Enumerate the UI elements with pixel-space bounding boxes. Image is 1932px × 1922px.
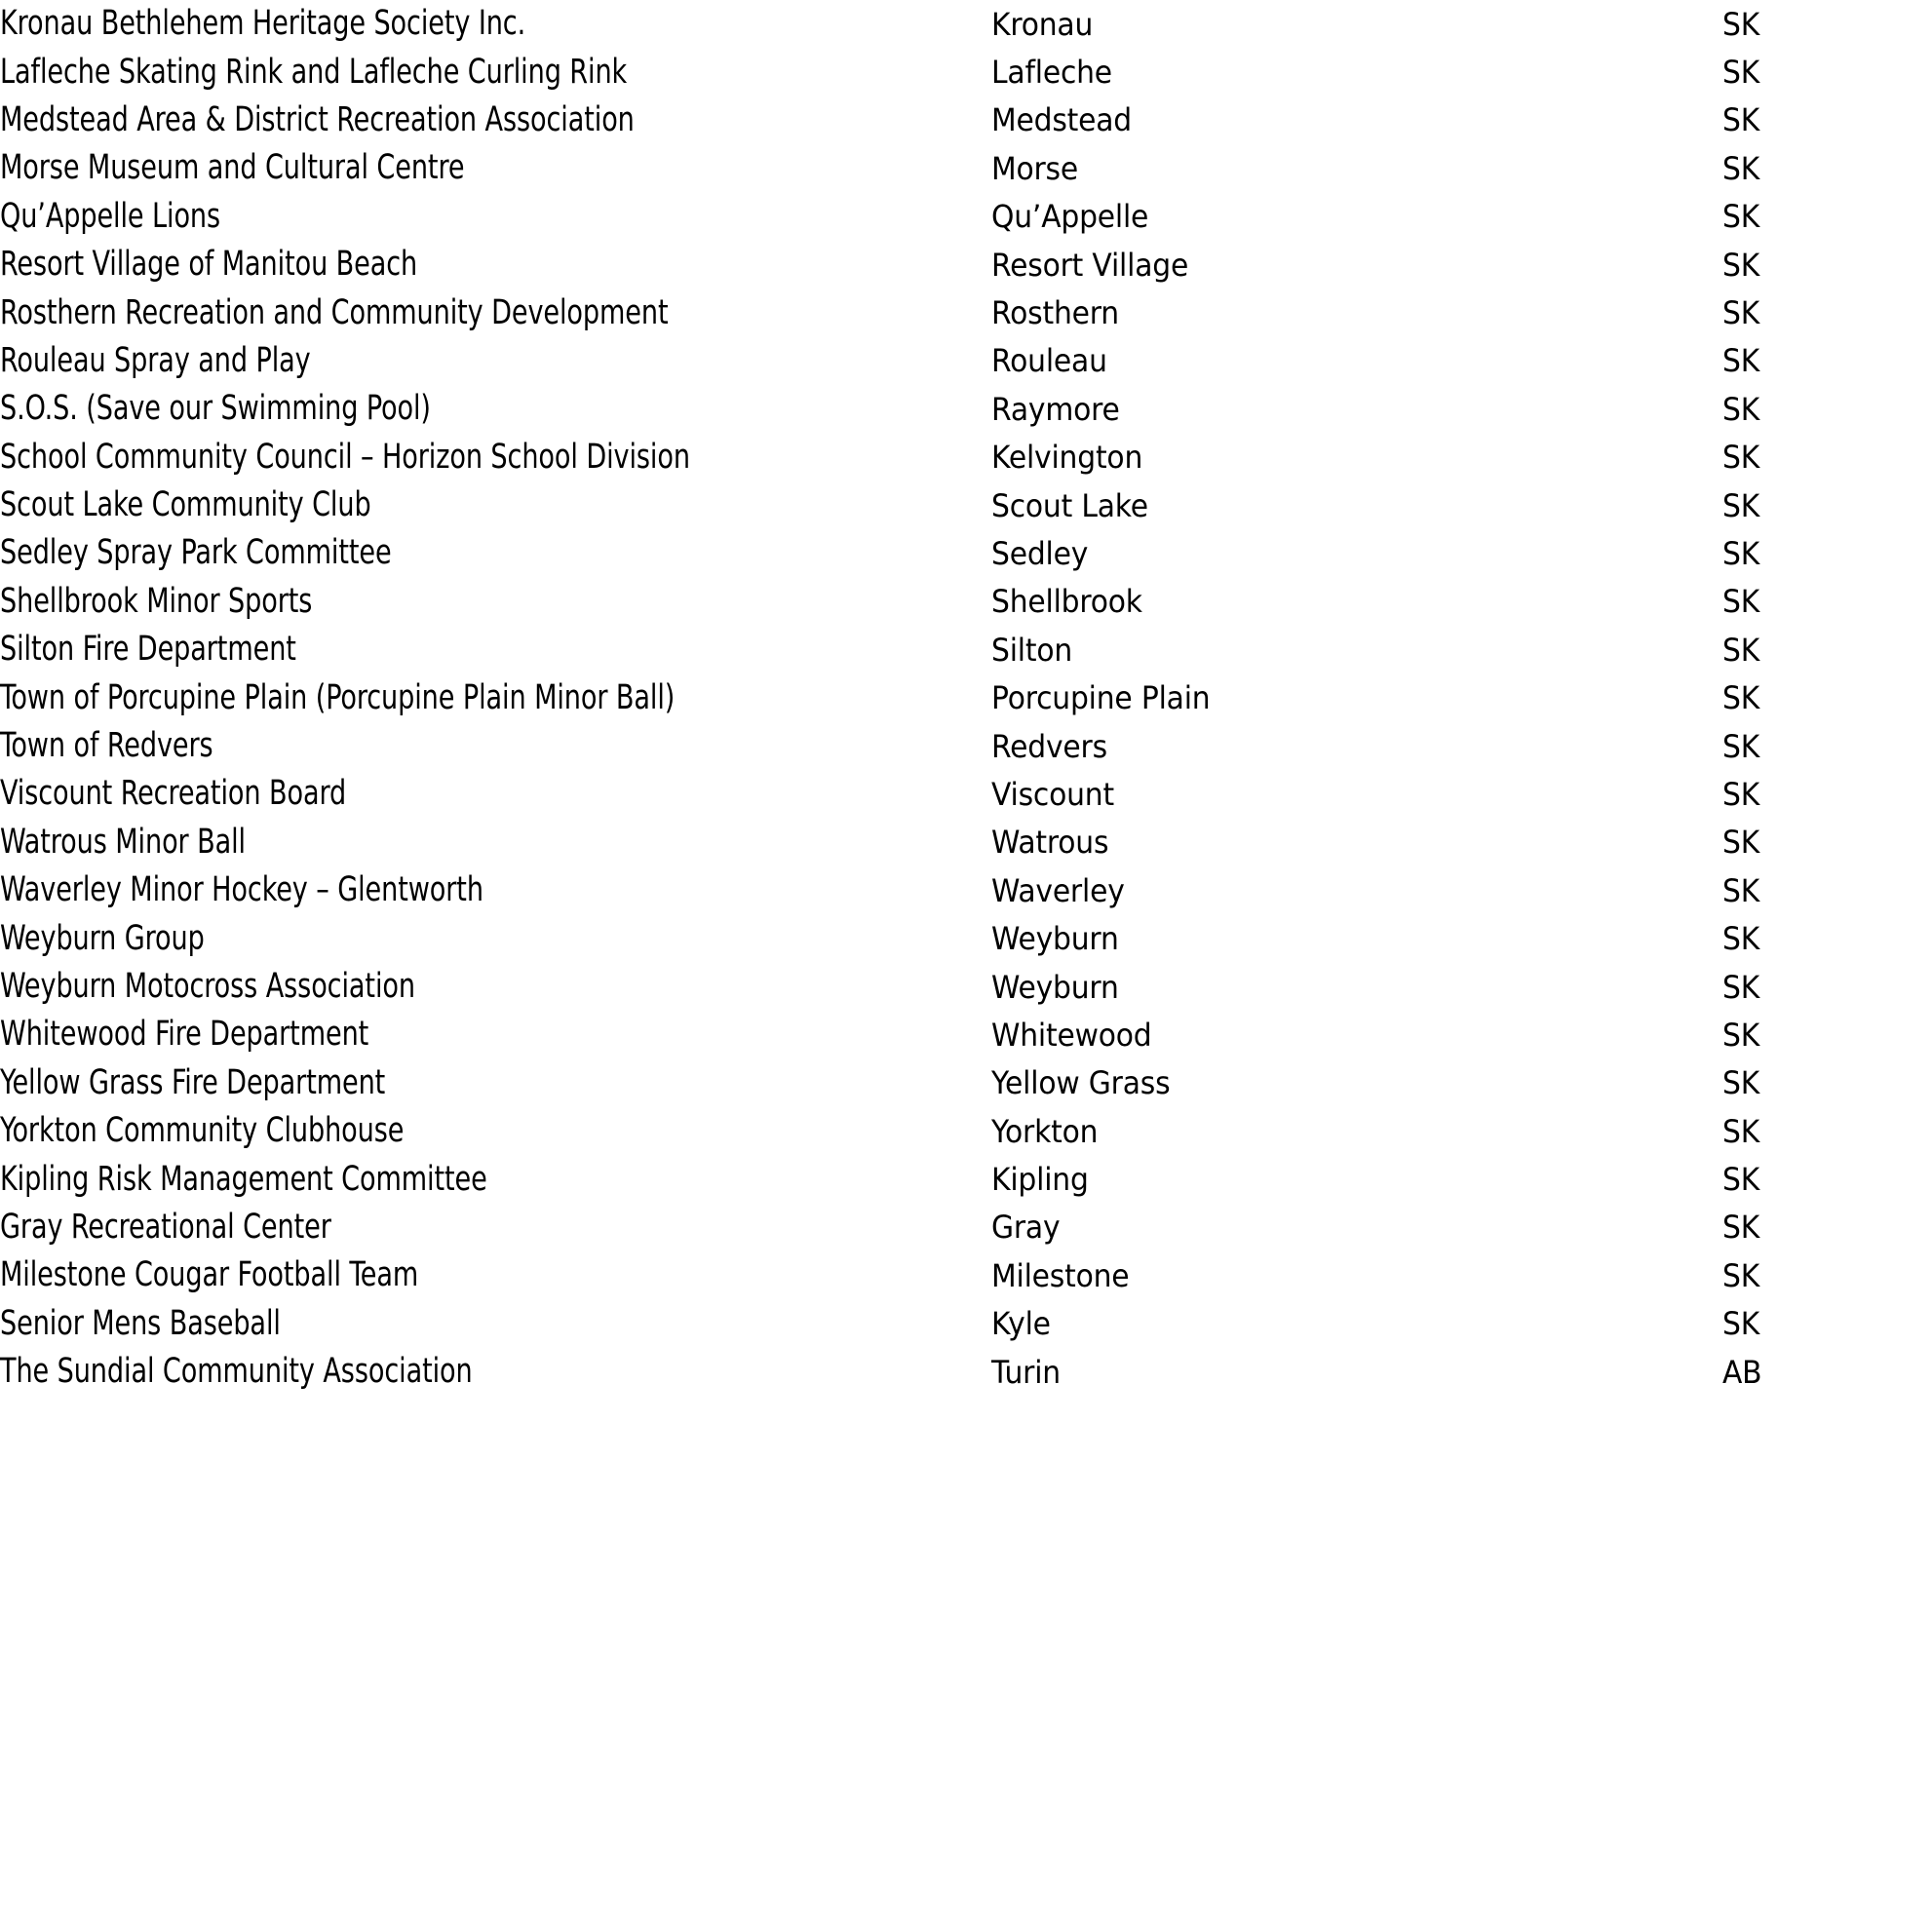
cell-organization-name [0,529,991,577]
province-text: SK [1722,1305,1760,1343]
province-text: SK [1722,1209,1760,1247]
cell-province [1722,434,1932,481]
organization-name-text: Shellbrook Minor Sports [0,581,313,621]
city-text: Rouleau [991,342,1107,380]
cell-city [991,1011,1722,1058]
cell-organization-name [0,1011,991,1058]
province-text: SK [1722,1161,1760,1199]
cell-city [991,963,1722,1011]
table-row [0,48,1932,96]
province-text: SK [1722,342,1760,380]
organization-name-text: Morse Museum and Cultural Centre [0,148,465,188]
city-text: Raymore [991,390,1120,428]
cell-city [991,722,1722,770]
city-text: Whitewood [991,1016,1152,1054]
city-text: Milestone [991,1256,1130,1294]
cell-organization-name [0,434,991,481]
cell-province [1722,1348,1932,1396]
organization-name-text: Medstead Area & District Recreation Association [0,99,635,139]
province-text: SK [1722,198,1760,236]
city-text: Kronau [991,5,1094,43]
cell-organization-name [0,1204,991,1251]
cell-province [1722,385,1932,433]
organization-name-text: Kipling Risk Management Committee [0,1159,487,1199]
cell-province [1722,48,1932,96]
cell-province [1722,337,1932,385]
province-text: AB [1722,1353,1762,1391]
province-text: SK [1722,486,1760,524]
cell-organization-name [0,578,991,626]
table-row [0,770,1932,818]
table-row [0,914,1932,962]
cell-city [991,914,1722,962]
city-text: Kelvington [991,439,1143,477]
table-row [0,1155,1932,1203]
organization-name-text: Gray Recreational Center [0,1207,331,1247]
province-text: SK [1722,101,1760,139]
cell-province [1722,193,1932,241]
organization-name-text: S.O.S. (Save our Swimming Pool) [0,389,431,429]
city-text: Silton [991,631,1073,669]
cell-city [991,1204,1722,1251]
organization-name-text: Kronau Bethlehem Heritage Society Inc. [0,4,526,44]
organization-name-text: School Community Council – Horizon School Division [0,437,690,477]
city-text: Kyle [991,1305,1051,1343]
table-row [0,819,1932,866]
cell-province [1722,529,1932,577]
cell-city [991,529,1722,577]
city-text: Resort Village [991,246,1189,284]
table-row [0,1059,1932,1107]
cell-city [991,1348,1722,1396]
city-text: Weyburn [991,968,1119,1006]
cell-province [1722,626,1932,673]
organization-name-text: The Sundial Community Association [0,1352,473,1392]
cell-city [991,288,1722,336]
cell-province [1722,722,1932,770]
cell-province [1722,0,1932,48]
organization-name-text: Waverley Minor Hockey – Glentworth [0,870,483,910]
cell-province [1722,866,1932,914]
province-text: SK [1722,679,1760,717]
province-text: SK [1722,1256,1760,1294]
cell-organization-name [0,96,991,144]
cell-organization-name [0,1155,991,1203]
table-row [0,722,1932,770]
province-text: SK [1722,149,1760,187]
province-text: SK [1722,968,1760,1006]
cell-city [991,434,1722,481]
province-text: SK [1722,54,1760,92]
table-row [0,626,1932,673]
cell-city [991,866,1722,914]
province-text: SK [1722,294,1760,332]
table-row [0,673,1932,721]
cell-province [1722,1204,1932,1251]
cell-organization-name [0,144,991,192]
cell-organization-name [0,963,991,1011]
cell-province [1722,1251,1932,1299]
organization-name-text: Senior Mens Baseball [0,1303,281,1343]
organization-name-text: Viscount Recreation Board [0,774,347,814]
city-text: Scout Lake [991,486,1148,524]
cell-organization-name [0,481,991,529]
city-text: Kipling [991,1161,1089,1199]
province-text: SK [1722,1064,1760,1102]
city-text: Shellbrook [991,583,1142,621]
cell-organization-name [0,241,991,288]
city-text: Lafleche [991,54,1112,92]
city-text: Redvers [991,727,1107,765]
table-row [0,337,1932,385]
organization-name-text: Resort Village of Manitou Beach [0,245,418,285]
organization-name-text: Rosthern Recreation and Community Development [0,292,669,332]
cell-city [991,1300,1722,1348]
cell-organization-name [0,1300,991,1348]
organization-name-text: Weyburn Motocross Association [0,967,415,1006]
organization-name-text: Whitewood Fire Department [0,1015,369,1055]
city-text: Morse [991,149,1079,187]
organization-name-text: Scout Lake Community Club [0,485,371,525]
cell-organization-name [0,1348,991,1396]
table-row [0,578,1932,626]
table-row [0,434,1932,481]
province-text: SK [1722,439,1760,477]
cell-province [1722,1011,1932,1058]
cell-organization-name [0,819,991,866]
cell-province [1722,288,1932,336]
city-text: Turin [991,1353,1061,1391]
organization-name-text: Silton Fire Department [0,630,296,670]
cell-organization-name [0,288,991,336]
table-row [0,96,1932,144]
city-text: Yellow Grass [991,1064,1171,1102]
cell-province [1722,144,1932,192]
table-row [0,1204,1932,1251]
organization-name-text: Weyburn Group [0,918,205,958]
province-text: SK [1722,775,1760,813]
table-row [0,288,1932,336]
organization-name-text: Town of Porcupine Plain (Porcupine Plain Minor Ball) [0,677,676,717]
province-text: SK [1722,583,1760,621]
organization-name-text: Sedley Spray Park Committee [0,533,392,573]
cell-city [991,385,1722,433]
organization-name-text: Watrous Minor Ball [0,822,246,862]
table-row [0,1011,1932,1058]
province-text: SK [1722,246,1760,284]
cell-organization-name [0,0,991,48]
cell-province [1722,770,1932,818]
cell-organization-name [0,1059,991,1107]
cell-organization-name [0,866,991,914]
cell-province [1722,963,1932,1011]
cell-organization-name [0,1107,991,1155]
cell-city [991,673,1722,721]
province-text: SK [1722,824,1760,862]
cell-city [991,626,1722,673]
cell-province [1722,819,1932,866]
province-text: SK [1722,5,1760,43]
province-text: SK [1722,1016,1760,1054]
city-text: Porcupine Plain [991,679,1211,717]
cell-city [991,241,1722,288]
cell-province [1722,1155,1932,1203]
cell-city [991,770,1722,818]
table-row [0,1348,1932,1396]
organization-name-text: Rouleau Spray and Play [0,340,311,380]
cell-city [991,1155,1722,1203]
cell-organization-name [0,770,991,818]
cell-organization-name [0,193,991,241]
table-row [0,1107,1932,1155]
organization-name-text: Yellow Grass Fire Department [0,1062,386,1102]
table-row [0,963,1932,1011]
city-text: Yorkton [991,1112,1099,1150]
province-text: SK [1722,390,1760,428]
cell-province [1722,96,1932,144]
cell-city [991,337,1722,385]
cell-organization-name [0,626,991,673]
province-text: SK [1722,1112,1760,1150]
cell-city [991,144,1722,192]
table-row [0,866,1932,914]
cell-city [991,1059,1722,1107]
cell-province [1722,241,1932,288]
city-text: Medstead [991,101,1133,139]
cell-city [991,481,1722,529]
cell-city [991,819,1722,866]
table-row [0,241,1932,288]
cell-province [1722,578,1932,626]
cell-organization-name [0,914,991,962]
organization-name-text: Lafleche Skating Rink and Lafleche Curling Rink [0,52,628,92]
table-row [0,1300,1932,1348]
organization-name-text: Yorkton Community Clubhouse [0,1111,405,1151]
cell-city [991,1107,1722,1155]
cell-organization-name [0,48,991,96]
cell-city [991,48,1722,96]
province-text: SK [1722,871,1760,909]
table-row [0,193,1932,241]
organization-name-text: Town of Redvers [0,726,213,766]
cell-province [1722,1107,1932,1155]
table-row [0,481,1932,529]
cell-organization-name [0,722,991,770]
cell-city [991,0,1722,48]
city-text: Qu’Appelle [991,198,1149,236]
table-row [0,1251,1932,1299]
cell-city [991,1251,1722,1299]
organization-name-text: Milestone Cougar Football Team [0,1255,419,1295]
city-text: Watrous [991,824,1109,862]
cell-organization-name [0,673,991,721]
city-text: Gray [991,1209,1061,1247]
city-text: Sedley [991,534,1089,572]
cell-province [1722,914,1932,962]
table-row [0,144,1932,192]
cell-province [1722,1300,1932,1348]
province-text: SK [1722,727,1760,765]
table-row [0,529,1932,577]
organization-name-text: Qu’Appelle Lions [0,196,221,236]
city-text: Rosthern [991,294,1119,332]
cell-organization-name [0,385,991,433]
cell-province [1722,481,1932,529]
cell-province [1722,673,1932,721]
cell-city [991,193,1722,241]
table-row [0,0,1932,48]
table-row [0,385,1932,433]
province-text: SK [1722,631,1760,669]
cell-province [1722,1059,1932,1107]
cell-organization-name [0,1251,991,1299]
province-text: SK [1722,534,1760,572]
city-text: Viscount [991,775,1114,813]
cell-city [991,96,1722,144]
cell-organization-name [0,337,991,385]
city-text: Weyburn [991,920,1119,958]
province-text: SK [1722,920,1760,958]
city-text: Waverley [991,871,1125,909]
cell-city [991,578,1722,626]
